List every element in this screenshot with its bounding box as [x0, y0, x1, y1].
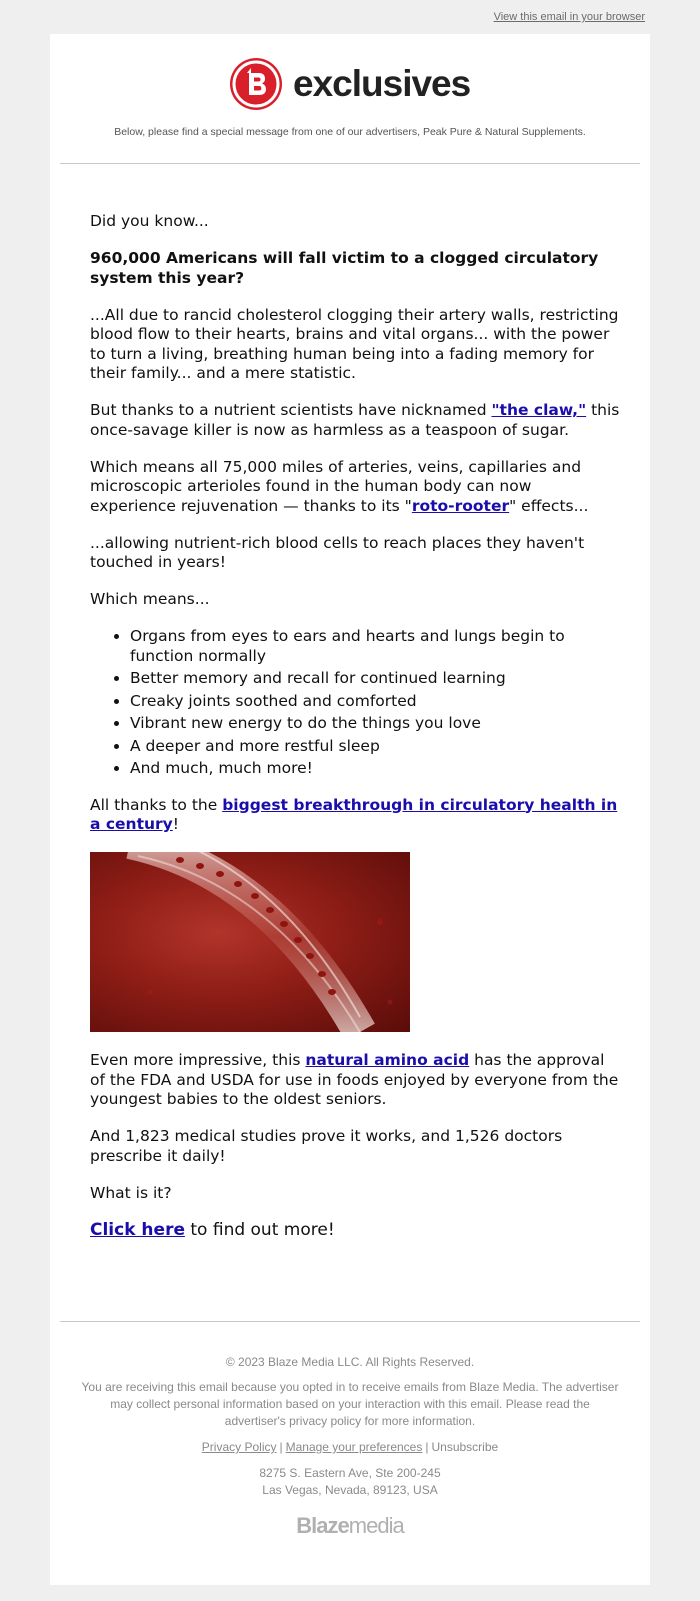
blood-vessel-image[interactable] [90, 852, 410, 1032]
click-here-link[interactable]: Click here [90, 1219, 185, 1240]
list-item: • Creaky joints soothed and comforted [130, 692, 620, 712]
header-divider [60, 163, 640, 164]
link-separator: | [425, 1440, 429, 1454]
paragraph-2: But thanks to a nutrient scientists have nicknamed "the claw," this once-savage killer is now as harmless as a teaspoon of sugar. [90, 401, 620, 439]
blaze-flame-icon [230, 58, 282, 110]
paragraph-1: ...All due to rancid cholesterol clogging their artery walls, restricting blood flow to their hearts, brains and vital organs... with the power to turn a living, breathing human being into a fading memory for their family... and a mere statistic. [90, 305, 619, 382]
privacy-policy-link[interactable]: Privacy Policy [201, 1440, 277, 1454]
unsubscribe-link[interactable]: Unsubscribe [431, 1440, 499, 1454]
headline: 960,000 Americans will fall victim to a clogged circulatory system this year? [90, 249, 599, 287]
article-body [90, 212, 620, 1258]
paragraph-3: Which means all 75,000 miles of arteries, veins, capillaries and microscopic arterioles found in the human body can now experience rejuvenation — thanks to its "roto-rooter" effects... [90, 457, 589, 515]
paragraph-6: All thanks to the biggest breakthrough in circulatory health in a century! [90, 795, 618, 833]
exclusives-wordmark: exclusives [293, 63, 471, 104]
paragraph-9: What is it? [90, 1183, 172, 1202]
benefits-list [90, 627, 620, 779]
advertiser-note: Below, please find a special message from one of our advertisers, Peak Pure & Natural Supplements. [114, 126, 586, 138]
list-item: • Better memory and recall for continued learning [130, 669, 620, 689]
list-item: • A deeper and more restful sleep [130, 737, 620, 757]
paragraph-4: ...allowing nutrient-rich blood cells to reach places they haven't touched in years! [90, 533, 585, 571]
list-item: • Vibrant new energy to do the things you love [130, 714, 620, 734]
manage-preferences-link[interactable]: Manage your preferences [285, 1440, 423, 1454]
consent-text: You are receiving this email because you opted in to receive emails from Blaze Media. The advertiser may collect personal information based on your interaction with this email. Please read the advertiser's privacy policy for more information. [81, 1380, 619, 1428]
footer [50, 1354, 650, 1538]
amino-acid-link[interactable]: natural amino acid [305, 1051, 470, 1069]
blaze-media-logo: Blazemedia [296, 1513, 404, 1538]
paragraph-8: And 1,823 medical studies prove it works, and 1,526 doctors prescribe it daily! [90, 1127, 563, 1165]
list-item: • Organs from eyes to ears and hearts and lungs begin to function normally [130, 627, 620, 666]
exclusives-logo [230, 56, 470, 112]
paragraph-5: Which means... [90, 590, 210, 608]
cta-paragraph: Click here to find out more! [90, 1219, 335, 1240]
intro-text: Did you know... [90, 212, 209, 230]
breakthrough-link[interactable]: biggest breakthrough in circulatory health in a century [90, 795, 618, 833]
postal-address: 8275 S. Eastern Ave, Ste 200-245 Las Vegas, Nevada, 89123, USA [259, 1466, 441, 1497]
copyright: © 2023 Blaze Media LLC. All Rights Reserved. [225, 1355, 475, 1369]
list-item: • And much, much more! [130, 759, 620, 779]
email-card [50, 34, 650, 1585]
roto-rooter-link[interactable]: roto-rooter [411, 496, 510, 515]
footer-links [50, 1439, 650, 1456]
footer-divider [60, 1321, 640, 1322]
the-claw-link[interactable]: "the claw," [491, 401, 587, 419]
view-in-browser-link[interactable]: View this email in your browser [493, 11, 645, 23]
paragraph-7: Even more impressive, this natural amino acid has the approval of the FDA and USDA for use in foods enjoyed by everyone from the youngest babies to the oldest seniors. [90, 1051, 619, 1108]
link-separator: | [279, 1440, 283, 1454]
top-bar [0, 0, 700, 34]
